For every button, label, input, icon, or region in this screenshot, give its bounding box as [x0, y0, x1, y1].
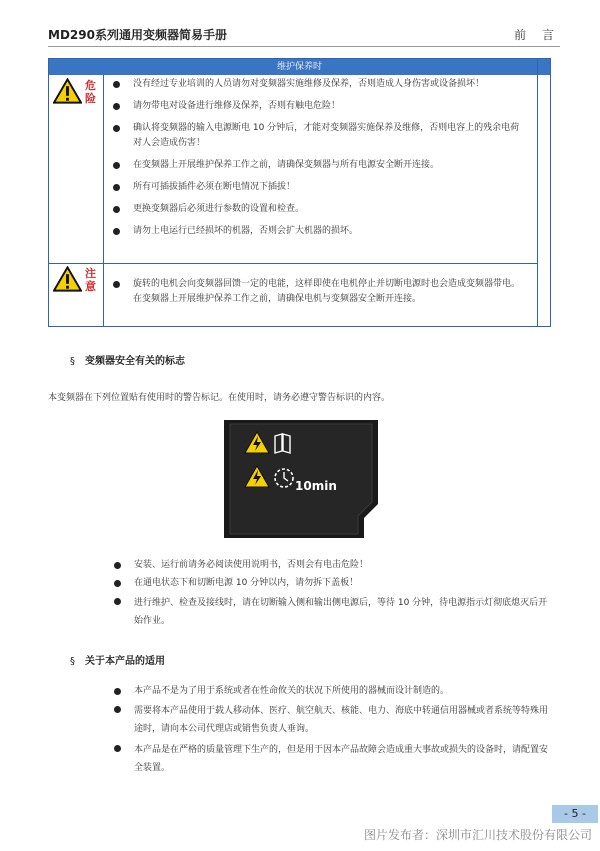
- danger-label-cell: [49, 75, 104, 263]
- safety-marks-list: [110, 558, 555, 630]
- list-item: 本产品不是为了用于系统或者在性命攸关的状况下所使用的器械而设计制造的。: [110, 684, 555, 699]
- warning-triangle-icon: [53, 78, 82, 104]
- caution-label: 注意: [85, 267, 96, 293]
- list-item: 所有可插拔插件必须在断电情况下插拔！: [109, 180, 526, 195]
- list-item: 在变频器上开展维护保养工作之前，请确保变频器与所有电源安全断开连接。: [109, 158, 526, 173]
- maintenance-safety-table: [48, 58, 551, 327]
- warning-triangle-icon: [53, 266, 82, 292]
- section-name: 前 言: [514, 28, 560, 42]
- caution-items: [109, 277, 526, 307]
- list-item: 进行维护、检查及接线时，请在切断输入侧和输出侧电源后，等待 10 分钟，待电源指示灯彻底熄灭后开始作业。: [110, 594, 555, 630]
- page-number: - 5 -: [552, 805, 598, 823]
- list-item: 需要将本产品使用于载人移动体、医疗、航空航天、核能、电力、海底中转通信用器械或者系统等特殊用途时，请向本公司代理店或销售负责人垂询。: [110, 702, 555, 738]
- table-right-border: [537, 59, 550, 326]
- publisher-watermark: 图片发布者：深圳市汇川技术股份有限公司: [363, 828, 592, 842]
- list-item: 旋转的电机会向变频器回馈一定的电能，这样即使在电机停止并切断电源时也会造成变频器带电。在变频器上开展维护保养工作之前，请确保电机与变频器安全断开连接。: [109, 277, 526, 307]
- list-item: 请勿带电对设备进行维修及保养，否则有触电危险！: [109, 99, 526, 114]
- intro-paragraph: 本变频器在下列位置贴有使用时的警告标记。在使用时，请务必遵守警告标识的内容。: [48, 393, 391, 403]
- warning-label-image: [224, 420, 378, 538]
- section-title-text: 关于本产品的适用: [85, 656, 165, 667]
- timer-label: 10min: [295, 479, 337, 493]
- danger-items: [109, 77, 526, 239]
- danger-label: 危险: [85, 79, 96, 105]
- applicability-list: [110, 684, 555, 777]
- list-item: 更换变频器后必须进行参数的设置和检查。: [109, 202, 526, 217]
- list-item: 安装、运行前请务必阅读使用说明书，否则会有电击危险！: [110, 558, 555, 573]
- section-symbol: §: [70, 356, 75, 367]
- caution-label-cell: [49, 263, 104, 326]
- list-item: 没有经过专业培训的人员请勿对变频器实施维修及保养，否则造成人身伤害或设备损坏！: [109, 77, 526, 92]
- table-heading: 维护保养时: [49, 59, 550, 75]
- list-item: 本产品是在严格的质量管理下生产的，但是用于因本产品故障会造成重大事故或损失的设备时，请配置安全装置。: [110, 741, 555, 777]
- list-item: 确认将变频器的输入电源断电 10 分钟后，才能对变频器实施保养及维修，否则电容上的残余电荷对人会造成伤害！: [109, 121, 526, 151]
- caution-row: [49, 263, 538, 326]
- section-title-text: 变频器安全有关的标志: [85, 356, 185, 367]
- section-symbol: §: [70, 656, 75, 667]
- danger-row: [49, 75, 538, 264]
- page-header: [48, 22, 560, 47]
- list-item: 在通电状态下和切断电源 10 分钟以内，请勿拆下盖板！: [110, 576, 555, 591]
- section-heading-applicability: [70, 652, 165, 667]
- list-item: 请勿上电运行已经损坏的机器，否则会扩大机器的损坏。: [109, 224, 526, 239]
- section-heading-safety-marks: [70, 352, 185, 367]
- manual-title: MD290系列通用变频器简易手册: [48, 28, 227, 42]
